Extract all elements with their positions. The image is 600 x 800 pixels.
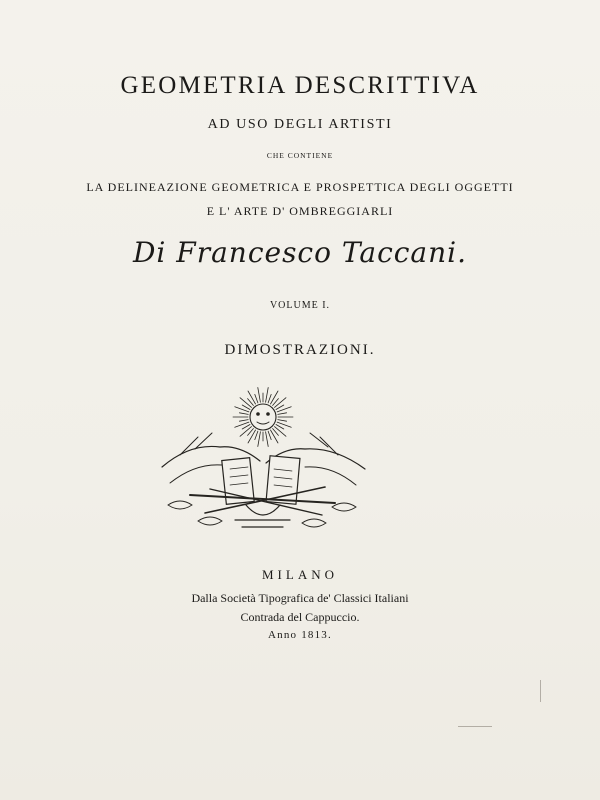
author-name: Di Francesco Taccani. xyxy=(132,236,468,269)
imprint-year: Anno 1813. xyxy=(268,629,332,641)
imprint-printer-line-2: Contrada del Cappuccio. xyxy=(240,610,360,624)
description-line-2: E L' ARTE D' OMBREGGIARLI xyxy=(206,204,394,218)
book-subtitle: AD USO DEGLI ARTISTI xyxy=(207,117,393,132)
section-title: DIMOSTRAZIONI. xyxy=(224,342,376,358)
volume-number: VOLUME I. xyxy=(269,300,331,311)
imprint-city: MILANO xyxy=(262,567,338,582)
book-title: GEOMETRIA DESCRITTIVA xyxy=(120,72,480,99)
imprint-printer-line-1: Dalla Società Tipografica de' Classici Italiani xyxy=(191,591,409,605)
sun-rays-trophy-vignette-icon xyxy=(150,385,375,537)
paper-blemish xyxy=(540,680,541,702)
contains-line: CHE CONTIENE xyxy=(266,151,334,160)
description-line-1: LA DELINEAZIONE GEOMETRICA E PROSPETTICA DEGLI OGGETTI xyxy=(86,180,514,194)
paper-blemish xyxy=(458,726,492,727)
